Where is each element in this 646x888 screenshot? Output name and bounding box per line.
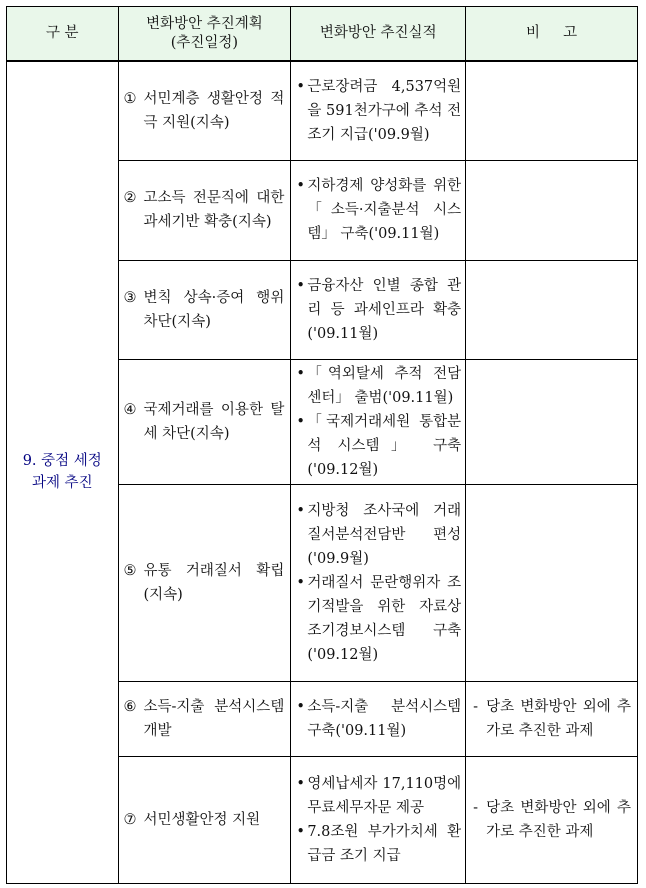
result-text: 「국제거래세원 통합분석 시스템」 구축('09.12월) [307,413,462,478]
result-item [296,772,461,820]
item-number: ③ [123,289,137,306]
result-item [296,362,461,410]
plan-cell [118,260,291,359]
result-text: 「역외탈세 추적 전담 센터」 출범('09.11월) [307,365,462,406]
note-cell [466,61,638,160]
category-cell: 9. 중점 세정 과제 추진 [7,61,119,883]
result-text: 거래질서 문란행위자 조기적발을 위한 자료상 조기경보시스템 구축('09.12월) [307,574,462,663]
note-cell [466,484,638,681]
note-cell [466,260,638,359]
document-page [6,6,638,884]
result-item [296,695,461,743]
result-item [296,274,461,346]
result-text: 지방청 조사국에 거래 질서분석전담반 편성('09.9월) [307,502,462,567]
results-cell [291,756,466,883]
results-cell [291,160,466,260]
result-item [296,499,461,571]
plan-text: 고소득 전문직에 대한 과세기반 확충(지속) [143,190,285,230]
item-number: ④ [123,401,137,418]
plan-text: 소득-지출 분석시스템 개발 [143,698,285,739]
plan-text: 서민계층 생활안정 적극 지원(지속) [143,90,285,131]
results-cell [291,484,466,681]
bullet-dot-icon: • [296,823,305,840]
result-item [296,571,461,667]
table-row [7,61,638,160]
plan-cell [118,160,291,260]
bullet-dot-icon: • [296,574,305,591]
table-body [7,61,638,883]
bullet-dot-icon: • [296,502,305,519]
item-number: ⑥ [123,698,137,715]
plan-cell [118,359,291,484]
results-cell [291,359,466,484]
result-text: 영세납세자 17,110명에 무료세무자문 제공 [307,775,462,816]
header-note: 비 고 [466,7,638,62]
result-text: 7.8조원 부가가치세 환급금 조기 지급 [307,823,462,864]
header-results: 변화방안 추진실적 [291,7,466,62]
result-item [296,174,461,246]
task-table [6,6,638,884]
item-number: ⑤ [123,562,137,579]
item-number: ⑦ [123,811,137,828]
item-number: ① [123,90,137,107]
dash-icon: - [473,799,479,816]
plan-text: 유통 거래질서 확립(지속) [143,562,285,603]
dash-icon: - [473,698,479,715]
results-cell [291,61,466,160]
bullet-dot-icon: • [296,775,305,792]
note-cell [466,681,638,756]
plan-cell [118,681,291,756]
bullet-dot-icon: • [296,178,305,194]
result-item [296,820,461,868]
results-cell [291,681,466,756]
header-category: 구 분 [7,7,119,62]
results-cell [291,260,466,359]
note-cell [466,756,638,883]
bullet-dot-icon: • [296,698,305,715]
result-text: 금융자산 인별 종합 관리 등 과세인프라 확충('09.11월) [307,277,462,342]
plan-cell [118,756,291,883]
note-cell [466,359,638,484]
note-cell [466,160,638,260]
result-text: 근로장려금 4,537억원을 591천가구에 추석 전 조기 지급('09.9월) [307,78,462,143]
header-plan: 변화방안 추진계획 (추진일정) [118,7,291,62]
result-text: 소득-지출 분석시스템 구축('09.11월) [307,698,462,739]
plan-text: 국제거래를 이용한 탈세 차단(지속) [143,401,285,442]
bullet-dot-icon: • [296,78,305,95]
plan-cell [118,484,291,681]
bullet-dot-icon: • [296,365,305,382]
header-row [7,7,638,62]
plan-text: 변칙 상속·증여 행위 차단(지속) [143,289,285,330]
bullet-dot-icon: • [296,277,305,294]
result-item [296,410,461,482]
result-item [296,75,461,147]
result-text: 지하경제 양성화를 위한 「소득·지출분석 시스템」 구축('09.11월) [307,178,462,242]
item-number: ② [123,190,137,206]
bullet-dot-icon: • [296,413,305,430]
note-text: 당초 변화방안 외에 추가로 추진한 과제 [486,799,631,840]
plan-text: 서민생활안정 지원 [143,811,261,828]
note-text: 당초 변화방안 외에 추가로 추진한 과제 [486,698,631,739]
plan-cell [118,61,291,160]
